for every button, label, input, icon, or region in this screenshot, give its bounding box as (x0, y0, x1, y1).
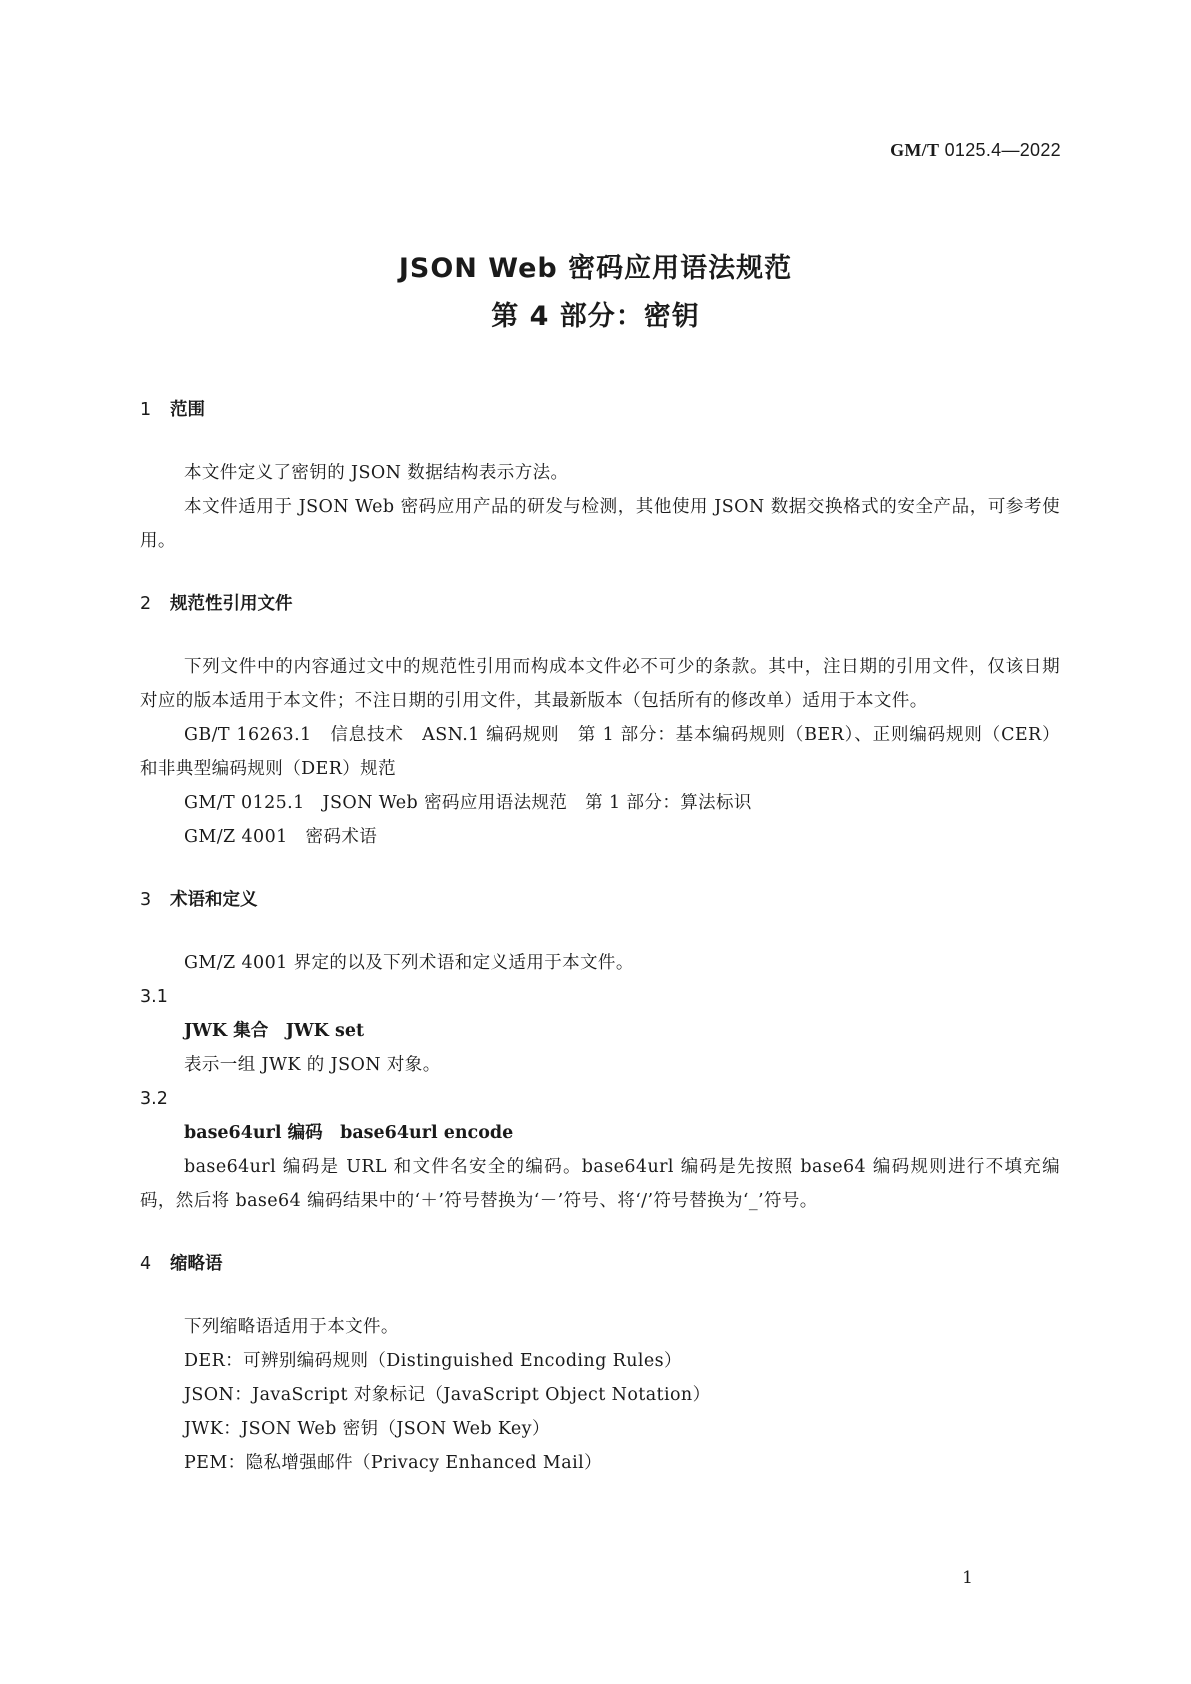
section-title: 范围 (170, 400, 205, 420)
term-definition: base64url 编码是 URL 和文件名安全的编码。base64url 编码是先按照 base64 编码规则进行不填充编码，然后将 base64 编码结果中的‘＋’符号替换为‘－’符号、将‘/’符号替换为‘_’符号。 (140, 1157, 1060, 1211)
section-title: 规范性引用文件 (170, 594, 293, 614)
term-title: base64url 编码 base64url encode (184, 1123, 514, 1143)
section-title: 缩略语 (170, 1254, 223, 1274)
page-number: 1 (962, 1568, 973, 1588)
paragraph: GM/Z 4001 界定的以及下列术语和定义适用于本文件。 (184, 953, 634, 973)
abbreviation-item: JSON：JavaScript 对象标记（JavaScript Object Notation） (184, 1385, 711, 1405)
document-body (140, 398, 1060, 1480)
reference-item: GB/T 16263.1 信息技术 ASN.1 编码规则 第 1 部分：基本编码规则（BER）、正则编码规则（CER）和非典型编码规则（DER）规范 (140, 725, 1060, 779)
document-subtitle: 第 4 部分：密钥 (491, 301, 700, 332)
standard-number: 0125.4—2022 (944, 140, 1061, 160)
paragraph: 下列缩略语适用于本文件。 (184, 1317, 399, 1337)
paragraph: 本文件定义了密钥的 JSON 数据结构表示方法。 (184, 463, 569, 483)
section-number: 3 (140, 890, 152, 910)
term-number: 3.1 (140, 987, 168, 1007)
section-title: 术语和定义 (170, 890, 258, 910)
paragraph: 下列文件中的内容通过文中的规范性引用而构成本文件必不可少的条款。其中，注日期的引用文件，仅该日期对应的版本适用于本文件；不注日期的引用文件，其最新版本（包括所有的修改单）适用于本文件。 (140, 657, 1060, 711)
section-4-heading (140, 1252, 1060, 1276)
document-title: JSON Web 密码应用语法规范 (398, 253, 793, 284)
paragraph: 本文件适用于 JSON Web 密码应用产品的研发与检测，其他使用 JSON 数据交换格式的安全产品，可参考使用。 (140, 497, 1060, 551)
section-number: 2 (140, 594, 152, 614)
standard-prefix: GM/T (890, 140, 940, 160)
section-1-heading (140, 398, 1060, 422)
section-number: 1 (140, 400, 152, 420)
term-definition: 表示一组 JWK 的 JSON 对象。 (184, 1055, 441, 1075)
standard-code (890, 140, 1061, 161)
section-3-heading (140, 888, 1060, 912)
abbreviation-item: PEM：隐私增强邮件（Privacy Enhanced Mail） (184, 1453, 602, 1473)
term-title: JWK 集合 JWK set (184, 1021, 365, 1041)
reference-item: GM/Z 4001 密码术语 (184, 827, 378, 847)
abbreviation-item: JWK：JSON Web 密钥（JSON Web Key） (184, 1419, 550, 1439)
reference-item: GM/T 0125.1 JSON Web 密码应用语法规范 第 1 部分：算法标识 (184, 793, 752, 813)
abbreviation-item: DER：可辨别编码规则（Distinguished Encoding Rules） (184, 1351, 682, 1371)
section-2-heading (140, 592, 1060, 616)
section-number: 4 (140, 1254, 152, 1274)
term-number: 3.2 (140, 1089, 168, 1109)
